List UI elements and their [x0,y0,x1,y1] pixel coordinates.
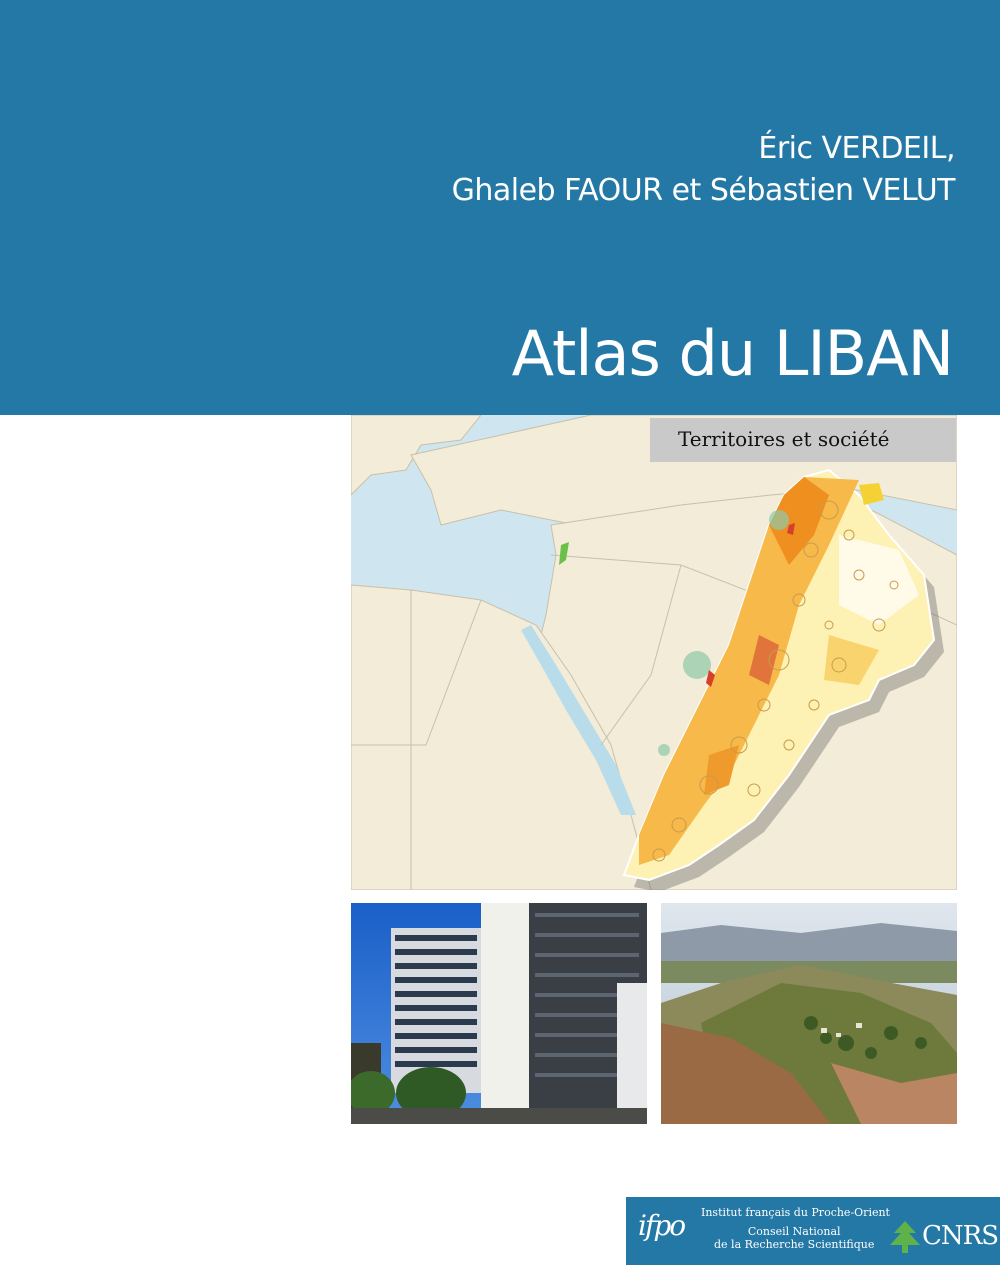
publishers-band [626,1197,1000,1265]
cnrs-name-line-2: de la Recherche Scientifique [714,1238,875,1251]
cnrs-logo: CNRS [922,1221,999,1251]
ifpo-name: Institut français du Proche-Orient [701,1206,890,1219]
subtitle-box [650,418,956,462]
ifpo-logo: ifpo [638,1209,685,1242]
cnrs-name-line-1: Conseil National [747,1225,841,1238]
map-illustration [351,415,957,890]
book-title: Atlas du LIBAN [511,317,953,390]
subtitle: Territoires et société [678,427,890,451]
cnrs-name [714,1225,874,1251]
lebanese-valley-landscape-photo [661,903,957,1124]
header-band [0,0,1000,415]
regional-map [351,415,957,890]
beirut-office-towers-photo [351,903,647,1124]
authors-line-2: Ghaleb FAOUR et Sébastien VELUT [451,173,955,208]
authors-line-1: Éric VERDEIL, [758,131,955,166]
authors [452,128,955,212]
cedar-tree-icon [888,1219,922,1255]
